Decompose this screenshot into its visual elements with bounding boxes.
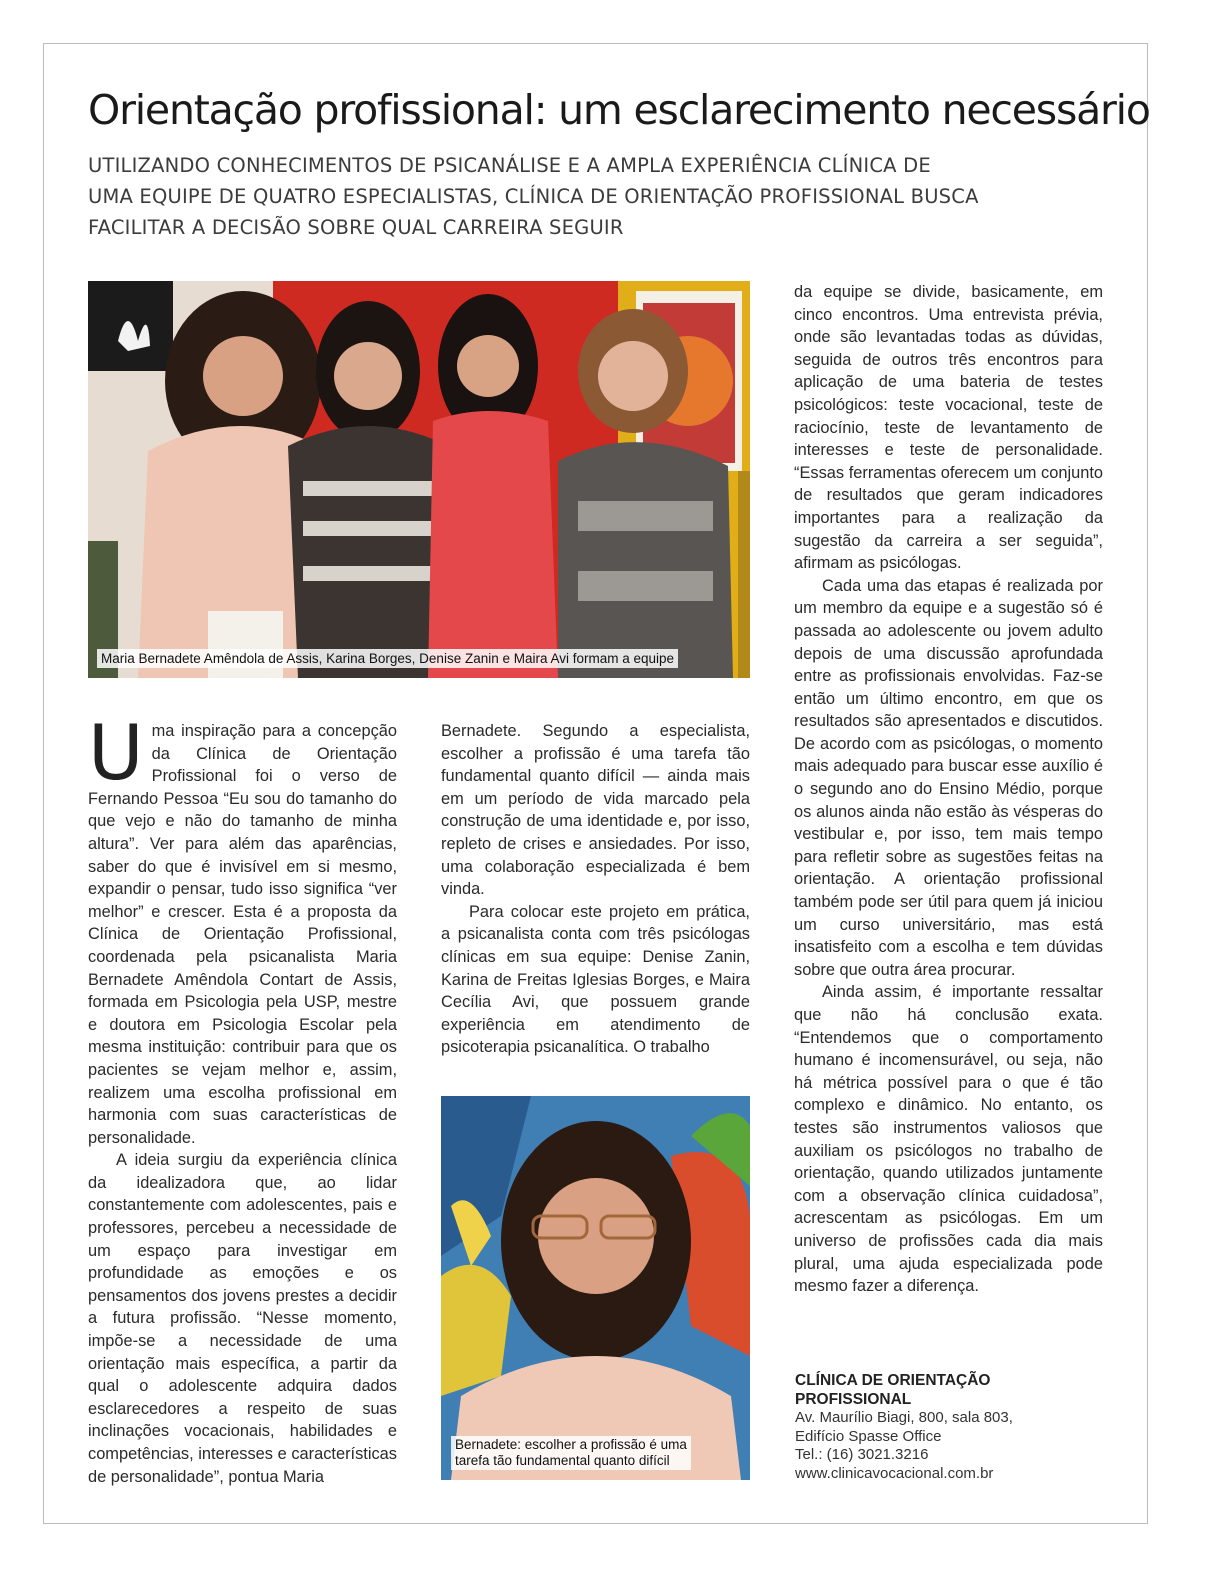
paragraph: Ainda assim, é importante ressaltar que não há conclusão exata. “Entendemos que o comportamento humano é incomensurável, ou seja, não há métrica possível para o que é tão complexo e dinâmico. No entanto, os testes são instrumentos valiosos que auxiliam os psicólogos no trabalho de orientação, quando utilizados juntamente com a observação clínica cuidadosa”, acrescentam as psicólogas. Em um universo de profissões cada dia mais plural, uma ajuda especializada pode mesmo fazer a diferença. bbox=[794, 983, 1103, 1296]
clinic-name: CLÍNICA DE ORIENTAÇÃO bbox=[795, 1372, 991, 1389]
team-photo-caption: Maria Bernadete Amêndola de Assis, Karina Borges, Denise Zanin e Maira Avi formam a equipe bbox=[97, 649, 678, 668]
paragraph: A ideia surgiu da experiência clínica da idealizadora que, ao lidar constantemente com adolescentes, pais e professores, percebeu a necessidade de um espaço para investigar em profundidade as emoções e os pensamentos dos jovens prestes a decidir a futura profissão. “Nesse momento, impõe-se a necessidade de uma orientação mais específica, a partir da qual o adolescente adquira dados esclarecedores a respeito de suas inclinações vocacionais, habilidades e competências, interesses e características de personalidade”, pontua Maria bbox=[88, 1151, 397, 1486]
team-photo-illustration bbox=[88, 281, 750, 678]
caption-line: Bernadete: escolher a profissão é uma bbox=[455, 1437, 687, 1452]
contact-info bbox=[795, 1372, 1115, 1483]
subtitle-line: UTILIZANDO CONHECIMENTOS DE PSICANÁLISE E A AMPLA EXPERIÊNCIA CLÍNICA DE bbox=[88, 154, 931, 177]
portrait-photo bbox=[441, 1096, 750, 1480]
portrait-photo-caption bbox=[451, 1436, 691, 1470]
paragraph: Cada uma das etapas é realizada por um membro da equipe e a sugestão só é passada ao adolescente ou jovem adulto depois de uma discussão aprofundada entre as profissionais envolvidas. Faz-se então um último encontro, em que os resultados são apresentados e discutidos. De acordo com as psicólogas, o momento mais adequado para buscar esse auxílio é o segundo ano do Ensino Médio, porque os alunos ainda não estão às vésperas do vestibular e, por isso, tem mais tempo para refletir sobre as sugestões feitas na orientação. A orientação profissional também pode ser útil para quem já iniciou um curso universitário, mas está insatisfeito com a escolha e tem dúvidas sobre que outra área procurar. bbox=[794, 576, 1103, 979]
article-column-2 bbox=[441, 720, 750, 1059]
article-subtitle bbox=[88, 150, 979, 243]
team-photo bbox=[88, 281, 750, 678]
article-title: Orientação profissional: um esclarecimento necessário bbox=[88, 86, 1150, 134]
drop-cap: U bbox=[88, 708, 144, 797]
article-column-3 bbox=[794, 281, 1103, 1298]
clinic-address: Av. Maurílio Biagi, 800, sala 803, bbox=[795, 1409, 1013, 1426]
subtitle-line: FACILITAR A DECISÃO SOBRE QUAL CARREIRA SEGUIR bbox=[88, 216, 624, 239]
clinic-phone: Tel.: (16) 3021.3216 bbox=[795, 1446, 929, 1463]
portrait-photo-illustration bbox=[441, 1096, 750, 1480]
caption-line: tarefa tão fundamental quanto difícil bbox=[455, 1453, 670, 1468]
paragraph-text: ma inspiração para a concepção da Clínica de Orientação Profissional foi o verso de Fernando Pessoa “Eu sou do tamanho do que vejo e não do tamanho de minha altura”. Ver para além das aparências, saber do que é invisível em si mesmo, expandir o pensar, tudo isso significa “ver melhor” e crescer. Esta é a proposta da Clínica de Orientação Profissional, coordenada pela psicanalista Maria Bernadete Amêndola Contart de Assis, formada em Psicologia pela USP, mestre e doutora em Psicologia Escolar pela mesma instituição: contribuir para que os pacientes se vejam melhor e, assim, realizem uma escolha profissional em harmonia com suas características de personalidade. bbox=[88, 722, 397, 1147]
clinic-building: Edifício Spasse Office bbox=[795, 1427, 942, 1445]
article-column-1 bbox=[88, 708, 397, 1488]
paragraph bbox=[88, 708, 397, 1149]
paragraph: Para colocar este projeto em prática, a psicanalista conta com três psicólogas clínicas em sua equipe: Denise Zanin, Karina de Freitas Iglesias Borges, e Maira Cecília Avi, que possuem grande experiência em atendimento de psicoterapia psicanalítica. O trabalho bbox=[441, 902, 750, 1057]
paragraph: da equipe se divide, basicamente, em cinco encontros. Uma entrevista prévia, onde são levantadas todas as dúvidas, seguida de outros três encontros para aplicação de uma bateria de testes psicológicos: teste vocacional, teste de raciocínio, teste de levantamento de interesses e teste de personalidade. “Essas ferramentas oferecem um conjunto de resultados que geram indicadores importantes para a realização da sugestão da carreira a ser seguida”, afirmam as psicólogas. bbox=[794, 283, 1103, 573]
paragraph: Bernadete. Segundo a especialista, escolher a profissão é uma tarefa tão fundamental quanto difícil — ainda mais em um período de vida marcado pela construção de uma identidade e, por isso, repleto de crises e ansiedades. Por isso, uma colaboração especializada é bem vinda. bbox=[441, 722, 750, 899]
subtitle-line: UMA EQUIPE DE QUATRO ESPECIALISTAS, CLÍNICA DE ORIENTAÇÃO PROFISSIONAL BUSCA bbox=[88, 185, 979, 208]
clinic-name: PROFISSIONAL bbox=[795, 1390, 912, 1408]
clinic-website[interactable]: www.clinicavocacional.com.br bbox=[795, 1464, 994, 1482]
